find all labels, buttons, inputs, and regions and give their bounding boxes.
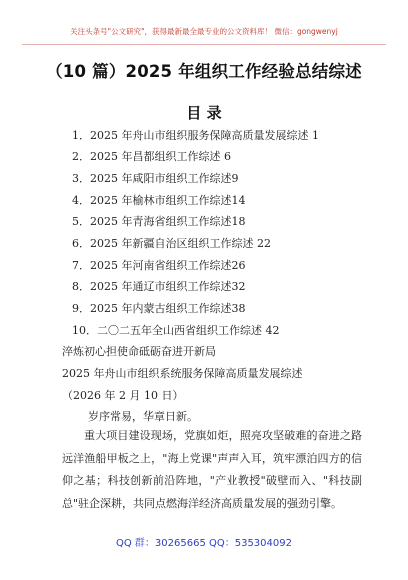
toc-item[interactable]: 6．2025 年新疆自治区组织工作综述 22: [72, 237, 271, 250]
section-subtitle: 2025 年舟山市组织系统服务保障高质量发展综述: [62, 367, 303, 380]
section-heading: 淬炼初心担使命砥砺奋进开新局: [62, 345, 216, 358]
toc-item[interactable]: 4．2025 年榆林市组织工作综述14: [72, 194, 246, 207]
toc-item[interactable]: 1．2025 年舟山市组织服务保障高质量发展综述 1: [72, 129, 319, 142]
toc-item[interactable]: 10．二〇二五年全山西省组织工作综述 42: [72, 324, 280, 337]
header-divider: [22, 44, 386, 45]
toc-item[interactable]: 8．2025 年通辽市组织工作综述32: [72, 280, 246, 293]
footer-contact: QQ 群：30265665 QQ：535304092: [115, 538, 292, 549]
toc-item[interactable]: 5．2025 年青海省组织工作综述18: [72, 215, 246, 228]
intro-sentence: 岁序常易，华章日新。: [88, 410, 198, 423]
toc-item[interactable]: 7．2025 年河南省组织工作综述26: [72, 259, 246, 272]
toc-item[interactable]: 9．2025 年内蒙古组织工作综述38: [72, 302, 246, 315]
toc-item[interactable]: 3．2025 年咸阳市组织工作综述9: [72, 172, 239, 185]
document-date: （2026 年 2 月 10 日）: [62, 389, 184, 402]
toc-heading: 目 录: [186, 104, 222, 122]
toc-item[interactable]: 2．2025 年昌都组织工作综述 6: [72, 150, 231, 163]
header-banner: 关注头条号"公文研究"，获得最新最全最专业的公文资料库！ 微信：gongwenyj: [70, 27, 338, 36]
document-title: （10 篇）2025 年组织工作经验总结综述: [46, 62, 362, 81]
body-paragraph: 重大项目建设现场，党旗如炬，照亮攻坚破难的奋进之路远洋渔船甲板之上，"海上党课"声声入耳，筑牢漂泊四方的信仰之基；科技创新前沿阵地，"产业教授"破壁而入、"科技副总"驻企深耕，共同点燃海洋经济高质量发展的强劲引擎。: [62, 429, 362, 510]
